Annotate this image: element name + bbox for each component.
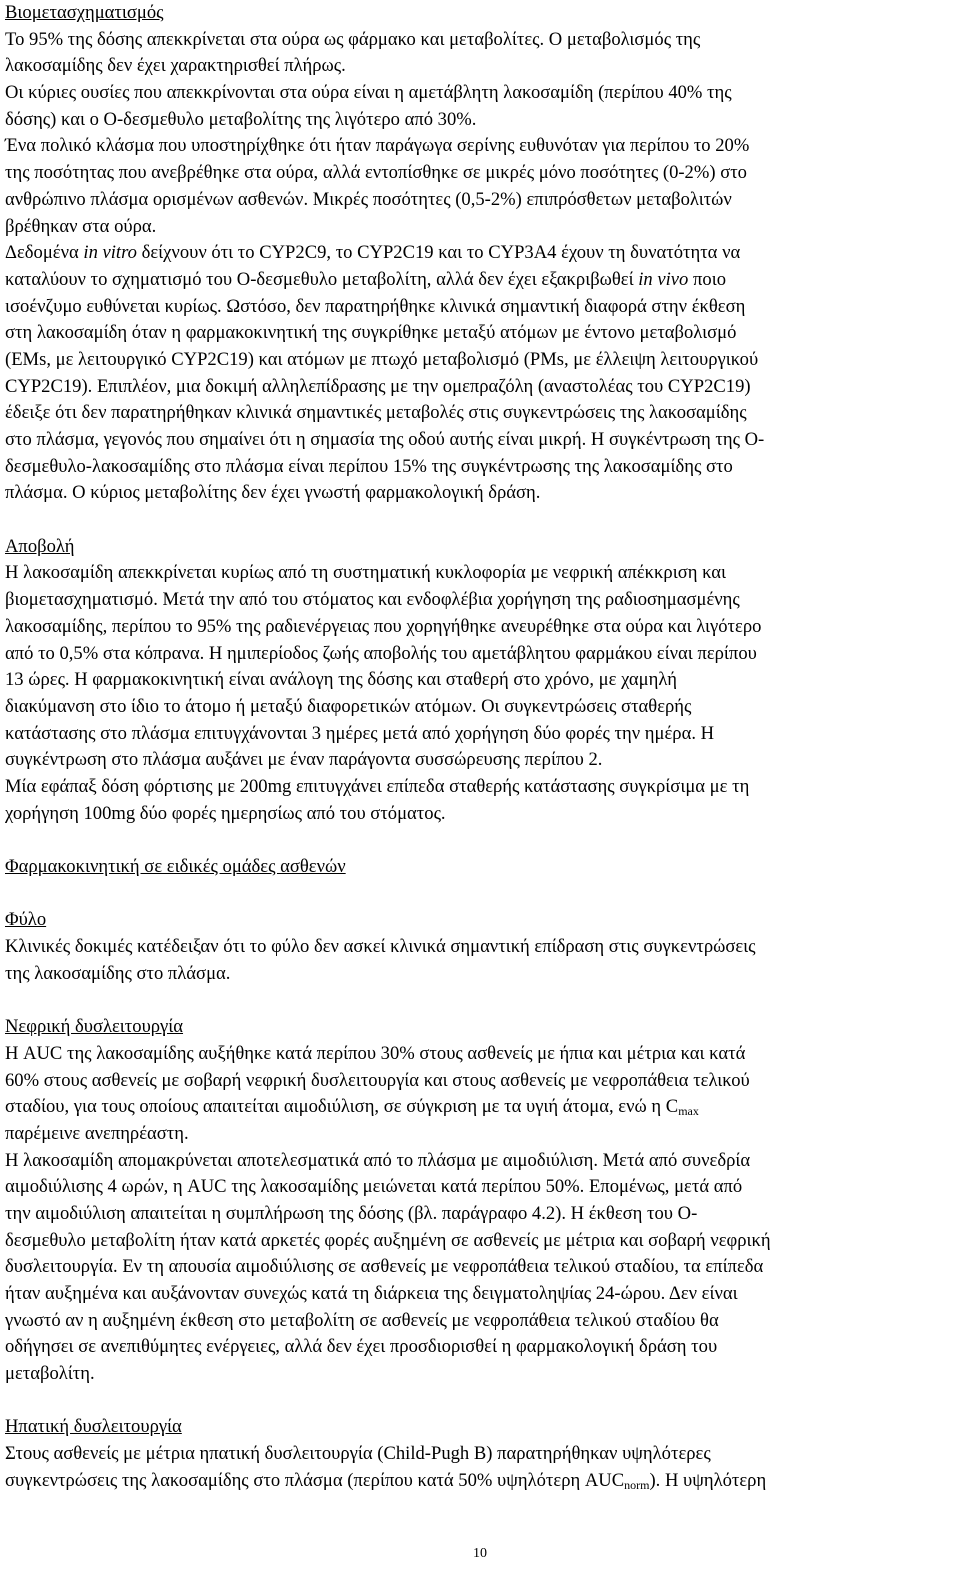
biotransformation-heading: Βιομετασχηματισμός — [5, 2, 164, 23]
text-run: Δεδομένα — [5, 242, 84, 264]
paragraph-line: Μία εφάπαξ δόση φόρτισης με 200mg επιτυγχάνει επίπεδα σταθερής κατάστασης συγκρίσιμα με τη — [5, 775, 750, 797]
paragraph-line: παρέμεινε ανεπηρέαστη. — [5, 1122, 189, 1144]
text-run: ποιο — [688, 268, 726, 290]
spacer — [5, 507, 955, 534]
text-run: σταδίου, για τους οποίους απαιτείται αιμοδιύλιση, σε σύγκριση με τα υγιή άτομα, ενώ η C — [5, 1096, 679, 1118]
cmax-subscript: max — [678, 1104, 699, 1119]
page-number: 10 — [473, 1546, 487, 1561]
spacer — [5, 1388, 955, 1415]
paragraph-line: (EMs, με λειτουργικό CYP2C19) και ατόμων με πτωχό μεταβολισμό (PMs, με έλλειψη λειτουργικού — [5, 348, 759, 370]
paragraph-line: Κλινικές δοκιμές κατέδειξαν ότι το φύλο δεν ασκεί κλινικά σημαντική επίδραση στις συγκεντρώσεις — [5, 936, 756, 958]
paragraph-line: διακύμανση στο ίδιο το άτομο ή μεταξύ διαφορετικών ατόμων. Οι συγκεντρώσεις σταθερής — [5, 695, 692, 717]
elimination-heading: Αποβολή — [5, 535, 75, 557]
paragraph-line: χορήγηση 100mg δύο φορές ημερησίως από του στόματος. — [5, 802, 446, 824]
paragraph-line: ανθρώπινο πλάσμα ορισμένων ασθενών. Μικρές ποσότητες (0,5-2%) επιπρόσθετων μεταβολιτών — [5, 188, 732, 210]
gender-heading: Φύλο — [5, 909, 47, 931]
paragraph-line: 60% στους ασθενείς με σοβαρή νεφρική δυσλειτουργία και στους ασθενείς με νεφροπάθεια τελικού — [5, 1069, 750, 1091]
spacer — [5, 881, 955, 908]
spacer — [5, 827, 955, 854]
italic-term-in-vivo: in vivo — [638, 268, 689, 290]
paragraph-line: Το 95% της δόσης απεκκρίνεται στα ούρα ως φάρμακο και μεταβολίτες. Ο μεταβολισμός της — [5, 28, 701, 50]
paragraph-line: Στους ασθενείς με μέτρια ηπατική δυσλειτουργία (Child-Pugh B) παρατηρήθηκαν υψηλότερες — [5, 1443, 711, 1465]
text-run: ). Η υψηλότερη — [649, 1469, 767, 1491]
text-run: συγκεντρώσεις της λακοσαμίδης στο πλάσμα (περίπου κατά 50% υψηλότερη AUC — [5, 1469, 625, 1491]
text-run: δείχνουν ότι το CYP2C9, το CYP2C19 και το CYP3A4 έχουν τη δυνατότητα να — [136, 242, 741, 264]
paragraph-line — [5, 240, 955, 267]
paragraph-line: Η λακοσαμίδη απομακρύνεται αποτελεσματικά από το πλάσμα με αιμοδιύλιση. Μετά από συνεδρία — [5, 1149, 751, 1171]
paragraph-line: ισοένζυμο ευθύνεται κυρίως. Ωστόσο, δεν παρατηρήθηκε κλινικά σημαντική διαφορά στην έκθεση — [5, 295, 746, 317]
paragraph-line: 13 ώρες. Η φαρμακοκινητική είναι ανάλογη της δόσης και σταθερή στο χρόνο, με χαμηλή — [5, 669, 677, 691]
paragraph-line: CYP2C19). Επιπλέον, μια δοκιμή αλληλεπίδρασης με την ομεπραζόλη (αναστολέας του CYP2C19) — [5, 375, 751, 397]
renal-heading: Νεφρική δυσλειτουργία — [5, 1016, 184, 1038]
paragraph-line: στο πλάσμα, γεγονός που σημαίνει ότι η σημασία της οδού αυτής είναι μικρή. Η συγκέντρωση της O- — [5, 429, 765, 450]
paragraph-line: δυσλειτουργία. Εν τη απουσία αιμοδιύλισης σε ασθενείς με νεφροπάθεια τελικού σταδίου, τα επίπεδα — [5, 1256, 764, 1278]
paragraph-line — [5, 1468, 955, 1495]
paragraph-line: δεσμεθυλο μεταβολίτη ήταν κατά αρκετές φορές αυξημένη σε ασθενείς με μέτρια και σοβαρή νεφρική — [5, 1229, 771, 1251]
paragraph-line: λακοσαμίδης δεν έχει χαρακτηρισθεί πλήρως. — [5, 55, 346, 77]
paragraph-line: Ένα πολικό κλάσμα που υποστηρίχθηκε ότι ήταν παράγωγα σερίνης ευθυνόταν για περίπου το 20% — [5, 135, 750, 157]
paragraph-line: πλάσμα. Ο κύριος μεταβολίτης δεν έχει γνωστή φαρμακολογική δράση. — [5, 482, 541, 504]
paragraph-line: στη λακοσαμίδη όταν η φαρμακοκινητική της συγκρίθηκε μεταξύ ατόμων με έντονο μεταβολισμό — [5, 322, 737, 344]
paragraph-line: μεταβολίτη. — [5, 1363, 95, 1385]
paragraph-line: δόσης) και ο O-δεσμεθυλο μεταβολίτης της λιγότερο από 30%. — [5, 108, 477, 130]
paragraph-line: έδειξε ότι δεν παρατηρήθηκαν κλινικά σημαντικές μεταβολές στις συγκεντρώσεις της λακοσαμίδης — [5, 402, 747, 424]
paragraph-line: βρέθηκαν στα ούρα. — [5, 215, 157, 237]
paragraph-line: βιομετασχηματισμό. Μετά την από του στόματος και ενδοφλέβια χορήγηση της ραδιοσημασμένης — [5, 589, 740, 611]
paragraph-line: γνωστό αν η αυξημένη έκθεση στο μεταβολίτη σε ασθενείς με νεφροπάθεια τελικού σταδίου θα — [5, 1309, 719, 1331]
paragraph-line — [5, 267, 955, 294]
paragraph-line: Οι κύριες ουσίες που απεκκρίνονται στα ούρα είναι η αμετάβλητη λακοσαμίδη (περίπου 40% της — [5, 82, 732, 104]
spacer — [5, 987, 955, 1014]
document-page — [5, 0, 955, 1495]
text-run: καταλύουν το σχηματισμό του O-δεσμεθυλο μεταβολίτη, αλλά δεν έχει εξακριβωθεί — [5, 268, 639, 290]
paragraph-line: την αιμοδιύλιση απαιτείται η συμπλήρωση της δόσης (βλ. παράγραφο 4.2). Η έκθεση του O- — [5, 1202, 698, 1224]
special-populations-heading: Φαρμακοκινητική σε ειδικές ομάδες ασθενών — [5, 856, 346, 877]
paragraph-line: οδήγησει σε ανεπιθύμητες ενέργειες, αλλά δεν έχει προσδιορισθεί η φαρμακολογική δράση του — [5, 1336, 718, 1358]
paragraph-line: της ποσότητας που ανεβρέθηκε στα ούρα, αλλά εντοπίσθηκε σε μικρές μόνο ποσότητες (0-2%) στο — [5, 162, 747, 184]
paragraph-line: ήταν αυξημένα και αυξάνονταν συνεχώς κατά τη διάρκεια της δειγματοληψίας 24-ώρου. Δεν είναι — [5, 1283, 738, 1304]
paragraph-line: λακοσαμίδης, περίπου το 95% της ραδιενέργειας που χορηγήθηκε ανευρέθηκε στα ούρα και λιγότερο — [5, 615, 762, 637]
paragraph-line: κατάστασης στο πλάσμα επιτυγχάνονται 3 ημέρες μετά από χορήγηση δύο φορές την ημέρα. Η — [5, 722, 715, 744]
paragraph-line: της λακοσαμίδης στο πλάσμα. — [5, 962, 231, 984]
paragraph-line — [5, 1094, 955, 1121]
paragraph-line: δεσμεθυλο-λακοσαμίδης στο πλάσμα είναι περίπου 15% της συγκέντρωσης της λακοσαμίδης στο — [5, 455, 733, 477]
paragraph-line: Η λακοσαμίδη απεκκρίνεται κυρίως από τη συστηματική κυκλοφορία με νεφρική απέκκριση και — [5, 562, 727, 584]
italic-term-in-vitro: in vitro — [83, 242, 137, 264]
hepatic-heading: Ηπατική δυσλειτουργία — [5, 1416, 182, 1438]
paragraph-line: Η AUC της λακοσαμίδης αυξήθηκε κατά περίπου 30% στους ασθενείς με ήπια και μέτρια και κατά — [5, 1042, 746, 1064]
auc-norm-subscript: norm — [624, 1477, 650, 1492]
paragraph-line: από το 0,5% στα κόπρανα. Η ημιπερίοδος ζωής αποβολής του αμετάβλητου φαρμάκου είναι περίπου — [5, 642, 757, 664]
paragraph-line: αιμοδιύλισης 4 ωρών, η AUC της λακοσαμίδης μειώνεται κατά περίπου 50%. Επομένως, μετά από — [5, 1176, 743, 1198]
paragraph-line: συγκέντρωση στο πλάσμα αυξάνει με έναν παράγοντα συσσώρευσης περίπου 2. — [5, 749, 603, 771]
